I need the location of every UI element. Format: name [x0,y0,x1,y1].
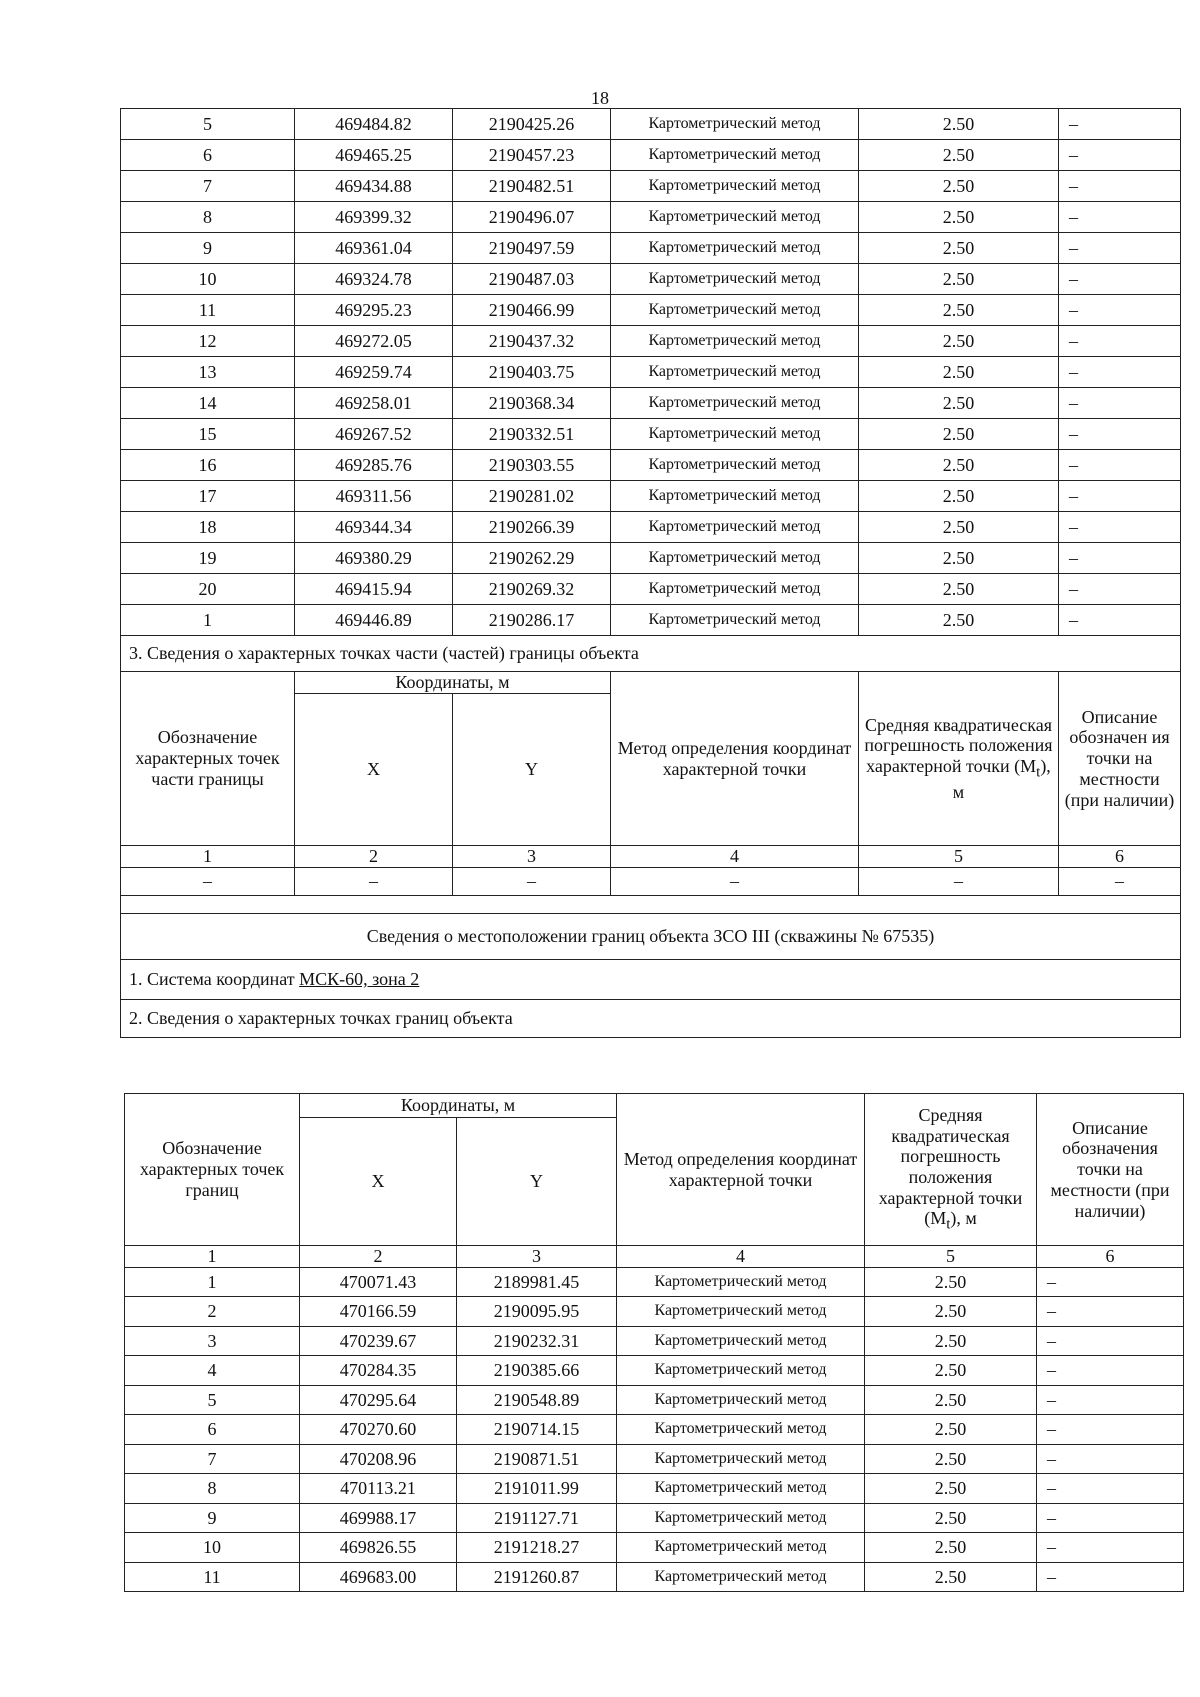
method: Картометрический метод [611,357,859,388]
table-row [121,543,1181,574]
table-row [121,357,1181,388]
description: – [1059,357,1181,388]
accuracy: 2.50 [865,1356,1037,1386]
table-row [121,388,1181,419]
method: Картометрический метод [617,1297,865,1327]
method: Картометрический метод [617,1385,865,1415]
table-row [121,109,1181,140]
accuracy: 2.50 [859,233,1059,264]
header-designation: Обозначение характерных точек границ [125,1094,300,1246]
table-row [121,574,1181,605]
method: Картометрический метод [617,1326,865,1356]
description: – [1037,1533,1184,1563]
empty-cell: – [859,868,1059,896]
method: Картометрический метод [617,1474,865,1504]
coord-x: 469259.74 [295,357,453,388]
method: Картометрический метод [617,1533,865,1563]
accuracy: 2.50 [865,1415,1037,1445]
coord-x: 469446.89 [295,605,453,636]
coord-y: 2190466.99 [453,295,611,326]
point-number: 12 [121,326,295,357]
coord-x: 469826.55 [300,1533,457,1563]
coord-x: 470113.21 [300,1474,457,1504]
method: Картометрический метод [611,388,859,419]
accuracy: 2.50 [859,450,1059,481]
coord-y: 2190548.89 [457,1385,617,1415]
accuracy: 2.50 [865,1297,1037,1327]
method: Картометрический метод [611,481,859,512]
coord-y: 2190403.75 [453,357,611,388]
table-row [121,202,1181,233]
coord-x: 469285.76 [295,450,453,481]
point-number: 9 [121,233,295,264]
empty-cell: – [1059,868,1181,896]
col-num: 1 [121,846,295,868]
method: Картометрический метод [611,543,859,574]
coord-y: 2190497.59 [453,233,611,264]
coord-x: 469272.05 [295,326,453,357]
col-num: 3 [453,846,611,868]
coord-y: 2190269.32 [453,574,611,605]
coord-y: 2190281.02 [453,481,611,512]
coord-x: 469324.78 [295,264,453,295]
col-num: 6 [1037,1246,1184,1268]
coord-x: 469434.88 [295,171,453,202]
coord-y: 2190303.55 [453,450,611,481]
point-number: 9 [125,1503,300,1533]
coord-y: 2190714.15 [457,1415,617,1445]
column-numbers-row [125,1246,1184,1268]
point-number: 4 [125,1356,300,1386]
col-num: 2 [295,846,453,868]
header-x: X [295,694,453,846]
point-number: 8 [125,1474,300,1504]
spacer-row [121,896,1181,914]
method: Картометрический метод [617,1415,865,1445]
boundary-points-table-continued [120,108,1181,1038]
table-row [121,171,1181,202]
accuracy: 2.50 [865,1474,1037,1504]
table-row [125,1474,1184,1504]
column-numbers-row [121,846,1181,868]
table-row [125,1326,1184,1356]
accuracy: 2.50 [859,171,1059,202]
header-y: Y [453,694,611,846]
coord-x: 469361.04 [295,233,453,264]
accuracy: 2.50 [865,1533,1037,1563]
table-row [125,1503,1184,1533]
point-number: 10 [125,1533,300,1563]
empty-cell: – [121,868,295,896]
table-row [121,605,1181,636]
accuracy: 2.50 [859,388,1059,419]
coord-x: 469344.34 [295,512,453,543]
table-row [121,481,1181,512]
object-title: Сведения о местоположении границ объекта ЗСО III (скважины № 67535) [121,914,1181,960]
method: Картометрический метод [611,450,859,481]
method: Картометрический метод [611,202,859,233]
point-number: 6 [125,1415,300,1445]
description: – [1037,1562,1184,1592]
accuracy: 2.50 [859,326,1059,357]
point-number: 18 [121,512,295,543]
header-x: X [300,1118,457,1246]
method: Картометрический метод [611,171,859,202]
point-number: 10 [121,264,295,295]
description: – [1059,264,1181,295]
accuracy: 2.50 [865,1267,1037,1297]
accuracy: 2.50 [865,1385,1037,1415]
description: – [1059,605,1181,636]
coord-y: 2190482.51 [453,171,611,202]
table-row [121,326,1181,357]
table-row [121,233,1181,264]
col-num: 1 [125,1246,300,1268]
point-number: 7 [125,1444,300,1474]
description: – [1037,1267,1184,1297]
table-row [121,264,1181,295]
coord-y: 2190262.29 [453,543,611,574]
coord-x: 470208.96 [300,1444,457,1474]
point-number: 15 [121,419,295,450]
description: – [1059,512,1181,543]
coord-x: 470166.59 [300,1297,457,1327]
point-number: 19 [121,543,295,574]
coord-y: 2190385.66 [457,1356,617,1386]
section2-title: 2. Сведения о характерных точках границ объекта [121,1000,1181,1038]
object-boundary-points-table [124,1093,1184,1592]
point-number: 7 [121,171,295,202]
coord-y: 2190368.34 [453,388,611,419]
accuracy: 2.50 [865,1503,1037,1533]
coord-y: 2190437.32 [453,326,611,357]
coord-x: 469484.82 [295,109,453,140]
table-row [121,450,1181,481]
description: – [1037,1385,1184,1415]
point-number: 16 [121,450,295,481]
empty-row [121,868,1181,896]
col-num: 2 [300,1246,457,1268]
coord-system: 1. Система координат МСК-60, зона 2 [121,960,1181,1000]
empty-cell: – [295,868,453,896]
method: Картометрический метод [617,1267,865,1297]
accuracy: 2.50 [859,481,1059,512]
description: – [1037,1474,1184,1504]
coord-y: 2190286.17 [453,605,611,636]
coord-x: 470071.43 [300,1267,457,1297]
accuracy: 2.50 [859,357,1059,388]
accuracy: 2.50 [859,109,1059,140]
description: – [1037,1326,1184,1356]
table-row [125,1267,1184,1297]
header-method: Метод определения координат характерной точки [617,1094,865,1246]
coord-x: 470295.64 [300,1385,457,1415]
coord-y: 2190457.23 [453,140,611,171]
coord-x: 470284.35 [300,1356,457,1386]
point-number: 14 [121,388,295,419]
coord-y: 2191260.87 [457,1562,617,1592]
table-row [121,140,1181,171]
coord-y: 2190487.03 [453,264,611,295]
header-coords: Координаты, м [295,672,611,694]
accuracy: 2.50 [859,574,1059,605]
accuracy: 2.50 [859,605,1059,636]
coord-y: 2191218.27 [457,1533,617,1563]
header-designation: Обозначение характерных точек части границы [121,672,295,846]
col-num: 4 [611,846,859,868]
description: – [1037,1444,1184,1474]
col-num: 4 [617,1246,865,1268]
point-number: 5 [121,109,295,140]
coord-y: 2191127.71 [457,1503,617,1533]
coord-x: 469258.01 [295,388,453,419]
method: Картометрический метод [611,419,859,450]
description: – [1059,388,1181,419]
description: – [1059,481,1181,512]
table-row [125,1533,1184,1563]
accuracy: 2.50 [859,512,1059,543]
description: – [1059,419,1181,450]
description: – [1037,1356,1184,1386]
method: Картометрический метод [611,605,859,636]
method: Картометрический метод [611,109,859,140]
method: Картометрический метод [611,233,859,264]
accuracy: 2.50 [859,202,1059,233]
description: – [1059,450,1181,481]
col-num: 3 [457,1246,617,1268]
coord-y: 2190266.39 [453,512,611,543]
method: Картометрический метод [611,264,859,295]
description: – [1059,202,1181,233]
method: Картометрический метод [617,1503,865,1533]
coord-x: 469311.56 [295,481,453,512]
coord-x: 469399.32 [295,202,453,233]
coord-y: 2191011.99 [457,1474,617,1504]
header-method: Метод определения координат характерной точки [611,672,859,846]
accuracy: 2.50 [865,1444,1037,1474]
coord-x: 469465.25 [295,140,453,171]
description: – [1059,233,1181,264]
description: – [1059,543,1181,574]
header-accuracy: Средняя квадратическая погрешность положения характерной точки $(M_t)$, м [865,1094,1037,1246]
accuracy: 2.50 [859,295,1059,326]
point-number: 1 [125,1267,300,1297]
col-num: 6 [1059,846,1181,868]
method: Картометрический метод [617,1562,865,1592]
coord-y: 2190095.95 [457,1297,617,1327]
method: Картометрический метод [611,512,859,543]
header-accuracy: Средняя квадратическая погрешность положения характерной точки $(M_t)$, м [859,672,1059,846]
coord-y: 2190871.51 [457,1444,617,1474]
description: – [1059,326,1181,357]
coord-x: 469267.52 [295,419,453,450]
header-description: Описание обозначения точки на местности (при наличии) [1037,1094,1184,1246]
description: – [1037,1415,1184,1445]
coord-x: 469988.17 [300,1503,457,1533]
coord-x: 469415.94 [295,574,453,605]
coord-y: 2190425.26 [453,109,611,140]
method: Картометрический метод [611,574,859,605]
method: Картометрический метод [617,1356,865,1386]
header-description: Описание обозначен ия точки на местности (при наличии) [1059,672,1181,846]
method: Картометрический метод [611,326,859,357]
description: – [1037,1503,1184,1533]
point-number: 11 [125,1562,300,1592]
description: – [1059,140,1181,171]
table-row [125,1415,1184,1445]
coord-x: 469295.23 [295,295,453,326]
point-number: 2 [125,1297,300,1327]
point-number: 8 [121,202,295,233]
empty-cell: – [611,868,859,896]
col-num: 5 [859,846,1059,868]
point-number: 11 [121,295,295,326]
coord-y: 2190332.51 [453,419,611,450]
description: – [1059,295,1181,326]
description: – [1059,171,1181,202]
table-row [121,512,1181,543]
point-number: 6 [121,140,295,171]
accuracy: 2.50 [859,419,1059,450]
point-number: 1 [121,605,295,636]
section3-title: 3. Сведения о характерных точках части (частей) границы объекта [121,636,1181,672]
accuracy: 2.50 [865,1562,1037,1592]
method: Картометрический метод [611,295,859,326]
coord-y: 2190496.07 [453,202,611,233]
coord-x: 469683.00 [300,1562,457,1592]
accuracy: 2.50 [865,1326,1037,1356]
coord-x: 470270.60 [300,1415,457,1445]
accuracy: 2.50 [859,140,1059,171]
table-row [121,295,1181,326]
point-number: 13 [121,357,295,388]
coord-x: 470239.67 [300,1326,457,1356]
coord-y: 2190232.31 [457,1326,617,1356]
point-number: 5 [125,1385,300,1415]
header-y: Y [457,1118,617,1246]
method: Картометрический метод [617,1444,865,1474]
description: – [1059,574,1181,605]
point-number: 20 [121,574,295,605]
table-row [125,1444,1184,1474]
point-number: 17 [121,481,295,512]
coord-x: 469380.29 [295,543,453,574]
table-row [125,1562,1184,1592]
table-row [125,1385,1184,1415]
coord-y: 2189981.45 [457,1267,617,1297]
table-row [125,1297,1184,1327]
table-row [121,419,1181,450]
point-number: 3 [125,1326,300,1356]
table-row [125,1356,1184,1386]
empty-cell: – [453,868,611,896]
accuracy: 2.50 [859,264,1059,295]
col-num: 5 [865,1246,1037,1268]
header-coords: Координаты, м [300,1094,617,1118]
description: – [1059,109,1181,140]
description: – [1037,1297,1184,1327]
accuracy: 2.50 [859,543,1059,574]
method: Картометрический метод [611,140,859,171]
page-number: 18 [591,88,609,108]
